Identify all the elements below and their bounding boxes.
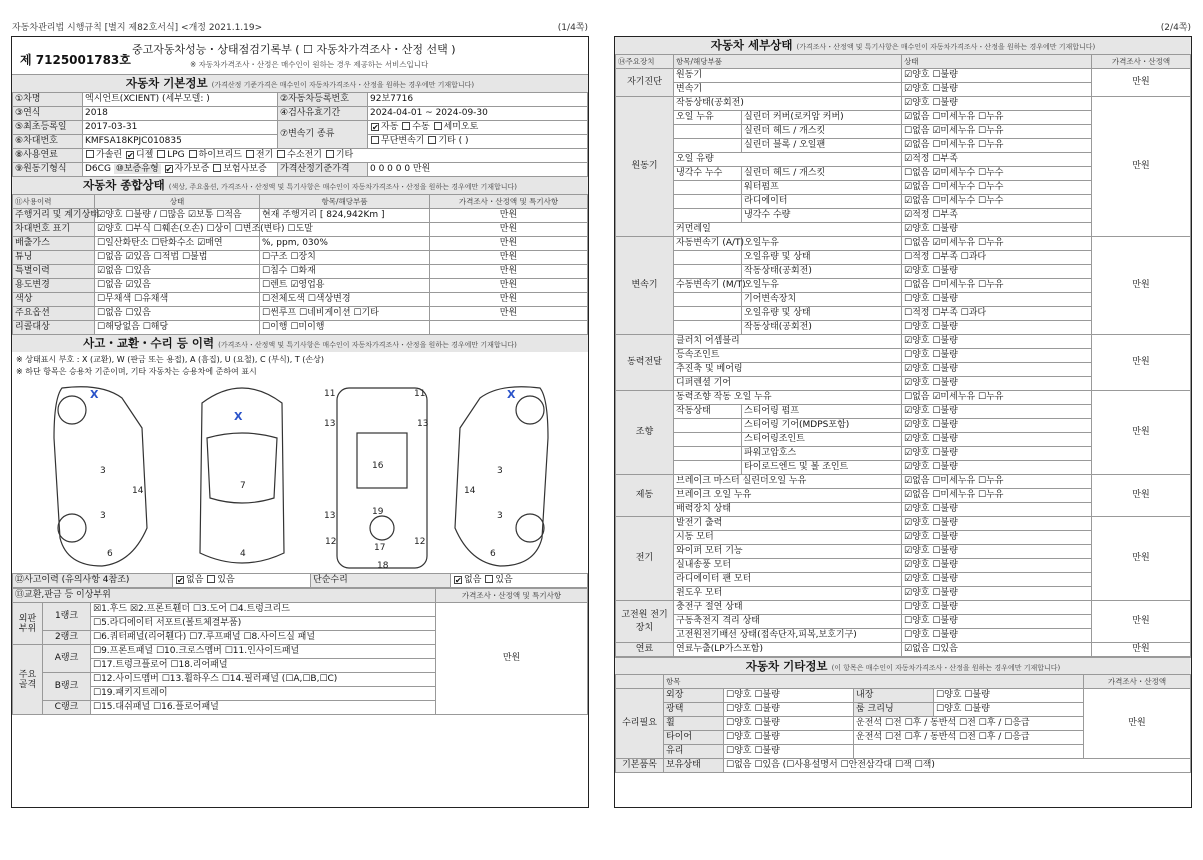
detail-state: ☑적정 ☐부족	[902, 209, 1092, 223]
detail-sub: 냉각수 누수	[674, 167, 742, 181]
detail-price: 만원	[1092, 391, 1191, 475]
detail-item: 오일유량 및 상태	[742, 251, 902, 265]
detail-item: 오일누유	[742, 237, 902, 251]
detail-state: ☑양호 ☐불량	[902, 69, 1092, 83]
detail-state: ☑없음 ☐미세누수 ☐누수	[902, 181, 1092, 195]
detail-sub: 작동상태	[674, 405, 742, 419]
detail-sub: 구동축전지 격리 상태	[674, 615, 902, 629]
detail-item: 기어변속장치	[742, 293, 902, 307]
detail-sub: 브레이크 마스터 실린더오일 누유	[674, 475, 902, 489]
form-title: 중고자동차성능・상태점검기록부 ( ☐ 자동차가격조사・산정 선택 )	[132, 43, 456, 56]
part-label: 11	[414, 389, 426, 399]
parts-table: ⑬교환,판금 등 이상부위 가격조사・산정액 및 특기사항 외판 부위 1랭크 ☒1.후드 ☒2.프론트휀더 ☐3.도어 ☐4.트렁크리드 만원 ☐5.라디에이터 서포트(볼트체결부품) 2랭크 ☐6.쿼터패널(리어휀다) ☐7.루프패널 ☐8.사이드실 패널 주요 골격 A랭크 ☐9.프론트패널 ☐10.크로스멤버 ☐11.인사이드패널 ☐17.트렁크플로어 ☐18.리어패널 B랭크 ☐12.사이드멤버 ☐13.휠하우스 ☐14.필러패널 (☐A,☐B,☐C) ☐19.패키지트레이 C랭크 ☐15.대쉬패널 ☐16.플로어패널	[12, 588, 588, 715]
detail-state: ☑양호 ☐불량	[902, 363, 1092, 377]
inspection-validity: 2024-04-01 ~ 2024-09-30	[368, 107, 588, 121]
detail-item: 스티어링 펌프	[742, 405, 902, 419]
detail-row	[616, 335, 1191, 349]
page-number: (2/4쪽)	[1160, 23, 1191, 33]
legend-symbols: ※ 상태표시 부호 : X (교환), W (판금 또는 용접), A (흠집), U (요철), C (부식), T (손상)	[16, 355, 325, 364]
detail-item: 타이로드엔드 및 볼 조인트	[742, 461, 902, 475]
detail-sub	[674, 321, 742, 335]
detail-state: ☑없음 ☐미세누유 ☐누유	[902, 139, 1092, 153]
detail-state: ☑양호 ☐불량	[902, 531, 1092, 545]
model-year: 2018	[83, 107, 278, 121]
form-page-2	[614, 36, 1192, 808]
detail-sub	[674, 307, 742, 321]
detail-state: ☑양호 ☐불량	[902, 587, 1092, 601]
detail-sub	[674, 209, 742, 223]
detail-sub: 동력조향 작동 오일 누유	[674, 391, 902, 405]
detail-state: ☑양호 ☐불량	[902, 405, 1092, 419]
damage-mark-x: X	[90, 388, 99, 401]
summary-row: 차대번호 표기 ☑양호 ☐부식 ☐훼손(오손) ☐상이 ☐변조(변타) ☐도말 만원	[13, 223, 588, 237]
detail-state: ☐적정 ☐부족 ☐과다	[902, 307, 1092, 321]
detail-price: 만원	[1092, 69, 1191, 97]
parts-price: 만원	[436, 603, 588, 715]
detail-sub: 배력장치 상태	[674, 503, 902, 517]
detail-state: ☑양호 ☐불량	[902, 419, 1092, 433]
summary-row: 주행거리 및 계기상태 ☑양호 ☐불량 / ☐많음 ☑보통 ☐적음 현재 주행거리 [ 824,942Km ] 만원	[13, 209, 588, 223]
price-basis: 0 0 0 0 0 만원	[368, 163, 588, 177]
part-label: 6	[490, 549, 496, 559]
summary-row: 배출가스 ☐일산화탄소 ☐탄화수소 ☑매연 %, ppm, 030% 만원	[13, 237, 588, 251]
summary-table: ⑪사용이력 상태 항목/해당부품 가격조사・산정액 및 특기사항 주행거리 및 계기상태 ☑양호 ☐불량 / ☐많음 ☑보통 ☐적음 현재 주행거리 [ 824,942Km ] 만원 차대번호 표기 ☑양호 ☐부식 ☐훼손(오손) ☐상이 ☐변조(변타) ☐도말 만원 배출가스 ☐일산화탄소 ☐탄화수소 ☑매연 %, ppm, 030% 만원 튜닝 ☐없음 ☑있음 ☐적법 ☐불법 ☐구조 ☐장치 만원 특별이력 ☑없음 ☐있음 ☐침수 ☐화재 만원 용도변경 ☐없음 ☑있음 ☐렌트 ☑영업용 만원 색상 ☐무채색 ☐유채색 ☐전체도색 ☐색상변경 만원 주요옵션 ☐없음 ☐있음 ☐썬루프 ☐네비게이션 ☐기타 만원 리콜대상 ☐해당없음 ☐해당 ☐이행 ☐미이행	[12, 194, 588, 335]
part-label: 12	[414, 537, 426, 547]
detail-row	[616, 601, 1191, 615]
detail-sub: 라디에이터 팬 모터	[674, 573, 902, 587]
detail-state: ☐없음 ☑미세누유 ☐누유	[902, 391, 1092, 405]
summary-heading: 자동차 종합상태 (색상, 주요옵션, 가격조사・산정액 및 특기사항은 매수인이 자동차가격조사・산정을 원하는 경우에만 기재합니다)	[12, 177, 588, 194]
part-label: 11	[324, 389, 336, 399]
detail-state: ☑없음 ☐미세누유 ☐누유	[902, 489, 1092, 503]
title-note: ※ 자동차가격조사・산정은 매수인이 원하는 경우 제공하는 서비스입니다	[190, 60, 429, 69]
detail-sub: 변속기	[674, 83, 902, 97]
left-side-outline	[54, 387, 147, 566]
detail-price: 만원	[1092, 97, 1191, 237]
other-info-table: 항목 가격조사・산정액 수리필요 외장 ☐양호 ☐불량 내장 ☐양호 ☐불량 만원 광택 ☐양호 ☐불량 룸 크리닝 ☐양호 ☐불량 휠 ☐양호 ☐불량 운전석 ☐전 ☐후 / 동반석 ☐전 ☐후 / ☐응급 타이어 ☐양호 ☐불량 운전석 ☐전 ☐후 / 동반석 ☐전 ☐후 / ☐응급 유리 ☐양호 ☐불량 기본품목 보유상태 ☐없음 ☐있음 (☐사용설명서 ☐안전삼각대 ☐잭 ☐잭)	[615, 674, 1191, 773]
detail-state: ☐없음 ☑미세누유 ☐누유	[902, 125, 1092, 139]
detail-state: ☑양호 ☐불량	[902, 377, 1092, 391]
detail-state: ☑양호 ☐불량	[902, 223, 1092, 237]
detail-state: ☐적정 ☐부족 ☐과다	[902, 251, 1092, 265]
detail-sub: 윈도우 모터	[674, 587, 902, 601]
device-group-label: 고전원 전기장치	[616, 601, 674, 643]
device-group-label: 변속기	[616, 237, 674, 335]
detail-state: ☐양호 ☐불량	[902, 293, 1092, 307]
part-label: 12	[325, 537, 337, 547]
right-rear-wheel	[516, 514, 544, 542]
summary-row: 용도변경 ☐없음 ☑있음 ☐렌트 ☑영업용 만원	[13, 279, 588, 293]
device-group-label: 연료	[616, 643, 674, 657]
detail-sub: 클러치 어셈블리	[674, 335, 902, 349]
registration-number: 92보7716	[368, 93, 588, 107]
detail-state: ☐양호 ☐불량	[902, 615, 1092, 629]
detail-state: ☑없음 ☐미세누유 ☐누유	[902, 111, 1092, 125]
detail-sub: 오일 누유	[674, 111, 742, 125]
detail-state: ☑양호 ☐불량	[902, 559, 1092, 573]
detail-state: ☑적정 ☐부족	[902, 153, 1092, 167]
detail-state: ☑양호 ☐불량	[902, 335, 1092, 349]
page-1	[0, 0, 600, 860]
detail-item: 냉각수 수량	[742, 209, 902, 223]
detail-sub	[674, 293, 742, 307]
detail-state: ☐양호 ☐불량	[902, 349, 1092, 363]
detail-item: 오일유량 및 상태	[742, 307, 902, 321]
form-page-1	[11, 36, 589, 808]
repair-history-heading: 사고・교환・수리 등 이력 (가격조사・산정액 및 특기사항은 매수인이 자동차가격조사・산정을 원하는 경우에만 기재합니다)	[12, 335, 588, 352]
summary-row: 특별이력 ☑없음 ☐있음 ☐침수 ☐화재 만원	[13, 265, 588, 279]
detail-state: ☑양호 ☐불량	[902, 517, 1092, 531]
detail-sub: 등속조인트	[674, 349, 902, 363]
detail-state: ☑없음 ☐미세누유 ☐누유	[902, 475, 1092, 489]
detail-row	[616, 69, 1191, 83]
detail-row	[616, 475, 1191, 489]
damage-mark-x: X	[234, 410, 243, 423]
part-label: 3	[497, 511, 503, 521]
detail-state: ☑양호 ☐불량	[902, 265, 1092, 279]
detail-sub: 발전기 출력	[674, 517, 902, 531]
basic-info-table: ①차명 엑시언트(XCIENT) (세부모델: ) ②자동차등록번호 92보7716 ③연식 2018 ④검사유효기간 2024-04-01 ~ 2024-09-30 ⑤최초등록일 2017-03-31 ⑦변속기 종류 ✔자동 수동 세미오토 ⑥차대번호 KMFSA18KPJC010835 무단변속기 기타 ( ) ⑧사용연료 가솔린 ✔ 디젤 LPG 하이브리드 전기 수소전기 기타 ⑨원동기형식 D6CG ⑩보증유형 ✔ 자가보증 보험사보증 가격산정기준가격 0 0 0 0 0 만원	[12, 92, 588, 177]
detail-table: ⑭주요장치 항목/해당부품 상태 가격조사・산정액 자기진단 원동기 ☑양호 ☐불량 만원 변속기 ☑양호 ☐불량 원동기 작동상태(공회전) ☑양호 ☐불량 만원 오일 누유 실린더 커버(로커암 커버) ☑없음 ☐미세누유 ☐누유 실린더 헤드 / 개스킷 ☐없음 ☑미세누유 ☐누유 실린더 블록 / 오일팬 ☑없음 ☐미세누유 ☐누유 오일 유량 ☑적정 ☐부족 냉각수 누수 실린더 헤드 / 개스킷 ☐없음 ☑미세누수 ☐누수 워터펌프 ☑없음 ☐미세누수 ☐누수 라디에이터 ☑없음 ☐미세누수 ☐누수 냉각수 수량 ☑적정 ☐부족 커먼레일 ☑양호 ☐불량 변속기 자동변속기 (A/T) 오일누유 ☐없음 ☑미세누유 ☐누유 만원 오일유량 및 상태 ☐적정 ☐부족 ☐과다 작동상태(공회전) ☑양호 ☐불량 수동변속기 (M/T) 오일누유 ☐없음 ☐미세누유 ☐누유 기어변속장치 ☐양호 ☐불량 오일유량 및 상태 ☐적정 ☐부족 ☐과다 작동상태(공회전) ☐양호 ☐불량 동력전달 클러치 어셈블리 ☑양호 ☐불량 만원 등속조인트 ☐양호 ☐불량 추진축 및 베어링 ☑양호 ☐불량 디퍼렌셜 기어 ☑양호 ☐불량 조향 동력조향 작동 오일 누유 ☐없음 ☑미세누유 ☐누유 만원 작동상태 스티어링 펌프 ☑양호 ☐불량 스티어링 기어(MDPS포함) ☑양호 ☐불량 스티어링조인트 ☑양호 ☐불량 파워고압호스 ☑양호 ☐불량 타이로드엔드 및 볼 조인트 ☑양호 ☐불량 제동 브레이크 마스터 실린더오일 누유 ☑없음 ☐미세누유 ☐누유 만원 브레이크 오일 누유 ☑없음 ☐미세누유 ☐누유 배력장치 상태 ☑양호 ☐불량 전기 발전기 출력 ☑양호 ☐불량 만원 시동 모터 ☑양호 ☐불량 와이퍼 모터 기능 ☑양호 ☐불량 실내송풍 모터 ☑양호 ☐불량 라디에이터 팬 모터 ☑양호 ☐불량 윈도우 모터 ☑양호 ☐불량 고전원 전기장치 충전구 절연 상태 ☐양호 ☐불량 만원 구동축전지 격리 상태 ☐양호 ☐불량 고전원전기배선 상태(접속단자,피복,보호기구) ☐양호 ☐불량 연료 연료누출(LP가스포함) ☑없음 ☐있음 만원	[615, 54, 1191, 657]
part-label: 17	[374, 543, 386, 553]
detail-sub	[674, 125, 742, 139]
detail-state: ☑양호 ☐불량	[902, 83, 1092, 97]
page-number: (1/4쪽)	[557, 23, 588, 33]
detail-state: ☑양호 ☐불량	[902, 545, 1092, 559]
first-registration: 2017-03-31	[83, 121, 278, 135]
summary-row: 주요옵션 ☐없음 ☐있음 ☐썬루프 ☐네비게이션 ☐기타 만원	[13, 307, 588, 321]
detail-item: 실린더 블록 / 오일팬	[742, 139, 902, 153]
summary-row: 색상 ☐무채색 ☐유채색 ☐전체도색 ☐색상변경 만원	[13, 293, 588, 307]
detail-item: 오일누유	[742, 279, 902, 293]
top-view-roof	[207, 433, 277, 503]
detail-heading: 자동차 세부상태 (가격조사・산정액 및 특기사항은 매수인이 자동차가격조사・산정을 원하는 경우에만 기재합니다)	[615, 37, 1191, 54]
detail-item: 실린더 헤드 / 개스킷	[742, 167, 902, 181]
detail-price: 만원	[1092, 475, 1191, 517]
legend-note: ※ 하단 항목은 승용차 기준이며, 기타 자동차는 승용차에 준하여 표시	[16, 367, 257, 376]
detail-sub: 디퍼렌셜 기어	[674, 377, 902, 391]
detail-state: ☑양호 ☐불량	[902, 433, 1092, 447]
part-label: 19	[372, 507, 384, 517]
document-number: 제 7125001783호	[20, 53, 131, 67]
summary-row: 튜닝 ☐없음 ☑있음 ☐적법 ☐불법 ☐구조 ☐장치 만원	[13, 251, 588, 265]
form-reference: 자동차관리법 시행규칙 [별지 제82호서식] <개정 2021.1.19>	[12, 23, 263, 33]
detail-state: ☑양호 ☐불량	[902, 97, 1092, 111]
detail-item: 실린더 커버(로커암 커버)	[742, 111, 902, 125]
detail-sub: 브레이크 오일 누유	[674, 489, 902, 503]
part-label: 14	[464, 486, 476, 496]
detail-row	[616, 391, 1191, 405]
detail-sub: 와이퍼 모터 기능	[674, 545, 902, 559]
part-label: 13	[324, 511, 336, 521]
detail-state: ☐없음 ☐미세누유 ☐누유	[902, 279, 1092, 293]
detail-sub: 원동기	[674, 69, 902, 83]
detail-row	[616, 517, 1191, 531]
basic-info-heading: 자동차 기본정보 (가격산정 기준가격은 매수인이 자동차가격조사・산정을 원하는 경우에만 기재합니다)	[12, 75, 588, 92]
detail-sub	[674, 265, 742, 279]
detail-item: 라디에이터	[742, 195, 902, 209]
detail-row	[616, 643, 1191, 657]
detail-sub	[674, 447, 742, 461]
device-group-label: 동력전달	[616, 335, 674, 391]
right-side-outline	[455, 387, 548, 566]
detail-sub: 수동변속기 (M/T)	[674, 279, 742, 293]
left-front-wheel	[58, 396, 86, 424]
detail-item: 스티어링 기어(MDPS포함)	[742, 419, 902, 433]
vehicle-name: 엑시언트(XCIENT) (세부모델: )	[83, 93, 278, 107]
detail-sub	[674, 139, 742, 153]
fuel-type: 가솔린 ✔ 디젤 LPG 하이브리드 전기 수소전기 기타	[83, 149, 588, 163]
part-label: 13	[324, 419, 336, 429]
detail-sub: 충전구 절연 상태	[674, 601, 902, 615]
detail-state: ☐양호 ☐불량	[902, 629, 1092, 643]
detail-row	[616, 97, 1191, 111]
detail-sub	[674, 433, 742, 447]
part-label: 4	[240, 549, 246, 559]
detail-state: ☐없음 ☑미세누유 ☐누유	[902, 237, 1092, 251]
detail-item: 워터펌프	[742, 181, 902, 195]
detail-sub: 고전원전기배선 상태(접속단자,피복,보호기구)	[674, 629, 902, 643]
detail-state: ☑없음 ☐있음	[902, 643, 1092, 657]
vehicle-damage-diagram	[12, 378, 590, 573]
device-group-label: 원동기	[616, 97, 674, 237]
detail-item: 파워고압호스	[742, 447, 902, 461]
part-label: 16	[372, 461, 384, 471]
detail-sub: 시동 모터	[674, 531, 902, 545]
device-group-label: 조향	[616, 391, 674, 475]
detail-sub: 커먼레일	[674, 223, 902, 237]
other-price: 만원	[1084, 689, 1191, 759]
detail-sub	[674, 195, 742, 209]
detail-sub: 작동상태(공회전)	[674, 97, 902, 111]
detail-sub	[674, 181, 742, 195]
detail-item: 실린더 헤드 / 개스킷	[742, 125, 902, 139]
accident-table: ⑫사고이력 (유의사항 4참조) ✔ 없음 있음 단순수리 ✔ 없음 있음	[12, 573, 588, 588]
part-label: 3	[100, 511, 106, 521]
detail-item: 작동상태(공회전)	[742, 265, 902, 279]
detail-item: 스티어링조인트	[742, 433, 902, 447]
detail-price: 만원	[1092, 601, 1191, 643]
detail-state: ☐없음 ☑미세누수 ☐누수	[902, 167, 1092, 181]
detail-sub: 자동변속기 (A/T)	[674, 237, 742, 251]
form-title-block	[12, 37, 588, 75]
detail-item: 작동상태(공회전)	[742, 321, 902, 335]
part-label: 6	[107, 549, 113, 559]
detail-state: ☑양호 ☐불량	[902, 573, 1092, 587]
detail-price: 만원	[1092, 335, 1191, 391]
part-label: 7	[240, 481, 246, 491]
part-label: 3	[100, 466, 106, 476]
detail-sub	[674, 419, 742, 433]
detail-state: ☐양호 ☐불량	[902, 601, 1092, 615]
detail-price: 만원	[1092, 237, 1191, 335]
detail-state: ☑양호 ☐불량	[902, 447, 1092, 461]
detail-sub	[674, 251, 742, 265]
detail-row	[616, 237, 1191, 251]
detail-state: ☑양호 ☐불량	[902, 461, 1092, 475]
device-group-label: 전기	[616, 517, 674, 601]
detail-sub: 연료누출(LP가스포함)	[674, 643, 902, 657]
detail-state: ☑양호 ☐불량	[902, 503, 1092, 517]
frame-spare-tire	[370, 516, 394, 540]
summary-row: 리콜대상 ☐해당없음 ☐해당 ☐이행 ☐미이행	[13, 321, 588, 335]
part-label: 13	[417, 419, 429, 429]
other-info-heading: 자동차 기타정보 (이 항목은 매수인이 자동차가격조사・산정을 원하는 경우에만 기재합니다)	[615, 657, 1191, 674]
detail-price: 만원	[1092, 643, 1191, 657]
part-label: 14	[132, 486, 144, 496]
right-front-wheel	[516, 396, 544, 424]
device-group-label: 자기진단	[616, 69, 674, 97]
detail-sub	[674, 461, 742, 475]
device-group-label: 제동	[616, 475, 674, 517]
vin: KMFSA18KPJC010835	[83, 135, 278, 149]
detail-state: ☑없음 ☐미세누수 ☐누수	[902, 195, 1092, 209]
detail-price: 만원	[1092, 517, 1191, 601]
page-2	[603, 0, 1203, 860]
detail-sub: 추진축 및 베어링	[674, 363, 902, 377]
left-rear-wheel	[58, 514, 86, 542]
part-label: 18	[377, 561, 389, 571]
damage-mark-x: X	[507, 388, 516, 401]
detail-sub: 실내송풍 모터	[674, 559, 902, 573]
detail-sub: 오일 유량	[674, 153, 902, 167]
detail-state: ☐양호 ☐불량	[902, 321, 1092, 335]
part-label: 3	[497, 466, 503, 476]
